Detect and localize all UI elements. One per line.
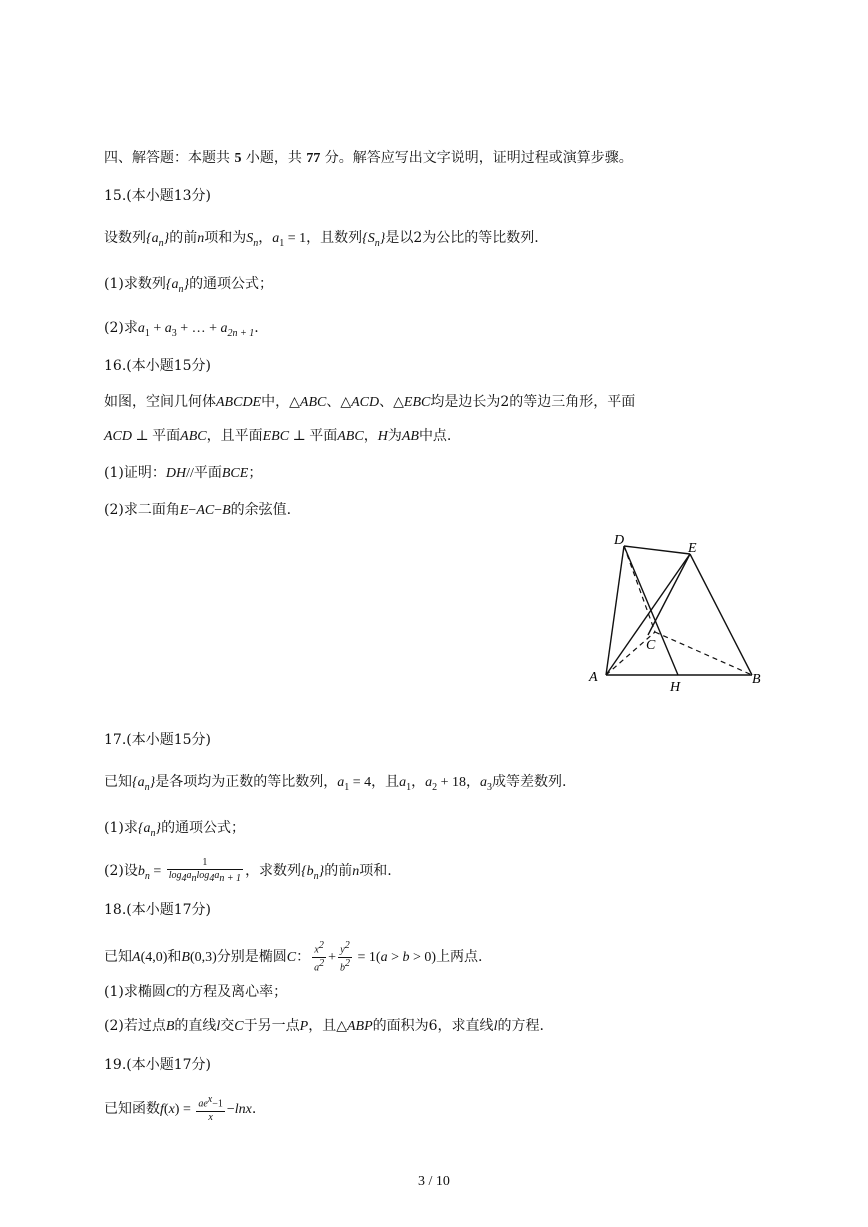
q17-heading: 17.(本小题15分) [104, 732, 212, 748]
q18-heading: 18.(本小题17分) [104, 902, 212, 918]
q15-stem: 设数列$\{a_n\}$的前n项和为$S_n$，$a_1 = 1$，且数列$\{S_n\}$是以2为公比的等比数列. [104, 230, 539, 249]
q17-part1: (1)求$\{a_n\}$的通项公式； [104, 820, 246, 839]
edge-ea [606, 554, 690, 675]
q16-part2: (2)求二面角E−AC−B的余弦值. [104, 502, 292, 518]
q19-heading: 19.(本小题17分) [104, 1057, 212, 1073]
q19-stem: 已知函数f(x) = $\frac{ae^x-1}{x}$ −lnx. [104, 1094, 257, 1123]
edge-da [606, 546, 624, 675]
q15-part1: (1)求数列$\{a_n\}$的通项公式； [104, 276, 274, 295]
label-h: H [670, 680, 681, 694]
q18-stem: 已知A(4,0)和B(0,3)分别是椭圆C： $\frac{x^2}{a^2}$ + $\frac{y^2}{b^2}$ = 1(a > b > 0)上两点. [104, 940, 483, 973]
edge-de [624, 546, 690, 554]
label-d: D [614, 533, 625, 548]
edge-ec [648, 554, 690, 635]
edge-eb [690, 554, 752, 675]
q16-stem-line2: ACD ⊥ 平面ABC，且平面EBC ⊥ 平面ABC，H为AB中点. [104, 428, 452, 444]
q18-part2: (2)若过点B的直线l交C于另一点P，且△ABP的面积为6，求直线l的方程. [104, 1018, 544, 1034]
q17-stem: 已知$\{a_n\}$是各项均为正数的等比数列，$a_1 = 4$，且$a_1$，$a_2 + 18$，$a_3$成等差数列. [104, 774, 567, 793]
label-e: E [688, 541, 697, 556]
label-c: C [646, 638, 656, 653]
page-number: 3 / 10 [418, 1174, 450, 1189]
label-b: B [752, 672, 761, 687]
q18-part1: (1)求椭圆C的方程及离心率； [104, 984, 288, 1000]
q16-heading: 16.(本小题15分) [104, 358, 212, 374]
geometry-figure [580, 526, 770, 694]
section-heading: 四、解答题：本题共 5 小题，共 77 分。解答应写出文字说明，证明过程或演算步骤。 [104, 150, 633, 166]
q17-part2: (2)设$b_n$ = $\frac{1}{\log_4a_n\log_4a_{n + 1}}$ ，求数列$\{b_n\}$的前n项和. [104, 857, 392, 884]
q16-stem-line1: 如图，空间几何体ABCDE中，△ABC、△ACD、△EBC均是边长为2的等边三角形，平面 [104, 394, 636, 410]
label-a: A [589, 670, 598, 685]
q16-part1: (1)证明：DH//平面BCE； [104, 465, 263, 481]
edge-dc-hidden [624, 546, 655, 632]
q15-part2: (2)求$a_1 + a_3$ + … + $a_{2n + 1}$. [104, 320, 259, 339]
q15-heading: 15.(本小题13分) [104, 188, 212, 204]
